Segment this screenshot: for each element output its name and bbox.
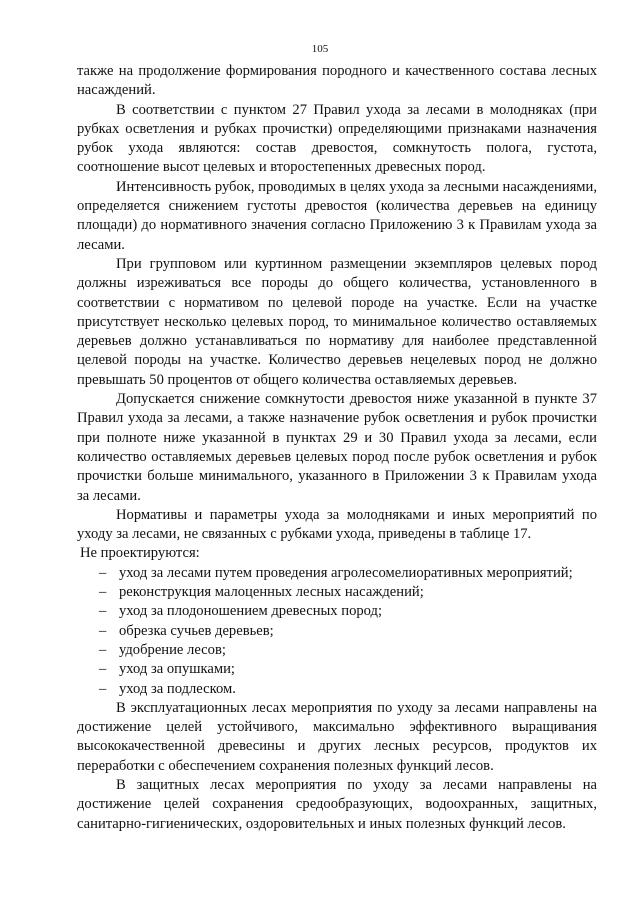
dash-marker: – (99, 641, 107, 658)
list-item (77, 583, 597, 602)
list-item (77, 622, 597, 641)
dash-marker: – (99, 584, 107, 601)
list-item-text: обрезка сучьев деревьев; (119, 622, 274, 639)
paragraph-thinning-criteria: В соответствии с пунктом 27 Правил ухода за лесами в молодняках (при рубках осветления и рубках прочистки) определяющими признаками назначения рубок ухода являются: состав древостоя, сомкнутость полога, густота, соотношение высот целевых и второстепенных древесных пород. (77, 101, 597, 176)
list-item-text: уход за опушками; (119, 661, 235, 678)
list-item-text: реконструкция малоценных лесных насаждений; (119, 584, 424, 601)
paragraph-group-placement: При групповом или куртинном размещении экземпляров целевых пород должны изреживаться все породы до общего количества, установленного в соответствии с нормативом по целевой породе на участке. Если на участке присутствует несколько целевых пород, то минимальное количество оставляемых деревьев должно устанавливаться по нормативу для наиболее представленной целевой породы на участке. Количество деревьев нецелевых пород не должно превышать 50 процентов от общего количества оставляемых деревьев. (77, 255, 597, 388)
paragraph-canopy-reduction: Допускается снижение сомкнутости древостоя ниже указанной в пункте 37 Правил ухода за лесами, а также назначение рубок осветления и рубок прочистки при полноте ниже указанной в пунктах 29 и 30 Правил ухода за лесами, если количество оставляемых деревьев целевых пород после рубок осветления и рубок прочистки больше минимального, указанного в Приложении 3 к Правилам ухода за лесами. (77, 391, 597, 504)
dash-marker: – (99, 564, 107, 581)
list-item (77, 660, 597, 679)
page-number: 105 (311, 43, 329, 55)
list-item (77, 602, 597, 621)
paragraph-continuation: также на продолжение формирования породного и качественного состава лесных насаждений. (77, 63, 597, 99)
list-item (77, 641, 597, 660)
dash-marker: – (99, 603, 107, 620)
list-item-text: уход за плодоношением древесных пород; (119, 603, 383, 620)
list-item (77, 680, 597, 699)
dash-marker: – (99, 680, 107, 697)
not-planned-list (77, 564, 597, 699)
dash-marker: – (99, 622, 107, 639)
list-item-text: уход за лесами путем проведения агролесомелиоративных мероприятий; (119, 564, 573, 581)
page-body (77, 62, 597, 834)
paragraph-thinning-intensity: Интенсивность рубок, проводимых в целях ухода за лесными насаждениями, определяется снижением густоты древостоя (количества деревьев на единицу площади) до нормативного значения согласно Приложению 3 к Правилам ухода за лесами. (77, 178, 597, 253)
list-lead: Не проектируются: (80, 545, 200, 562)
paragraph-norms-reference: Нормативы и параметры ухода за молодняками и иных мероприятий по уходу за лесами, не связанных с рубками ухода, приведены в таблице 17. (77, 506, 597, 543)
dash-marker: – (99, 661, 107, 678)
paragraph-exploitation-forests: В эксплуатационных лесах мероприятия по уходу за лесами направлены на достижение целей устойчивого, максимально эффективного выращивания высококачественной древесины и других лесных ресурсов, продуктов их переработки с обеспечением сохранения полезных функций лесов. (77, 699, 597, 774)
list-item-text: удобрение лесов; (119, 641, 226, 658)
list-item (77, 564, 597, 583)
paragraph-protective-forests: В защитных лесах мероприятия по уходу за лесами направлены на достижение целей сохранения средообразующих, водоохранных, защитных, санитарно-гигиенических, оздоровительных и иных полезных функций лесов. (77, 776, 597, 832)
list-item-text: уход за подлеском. (119, 680, 236, 697)
